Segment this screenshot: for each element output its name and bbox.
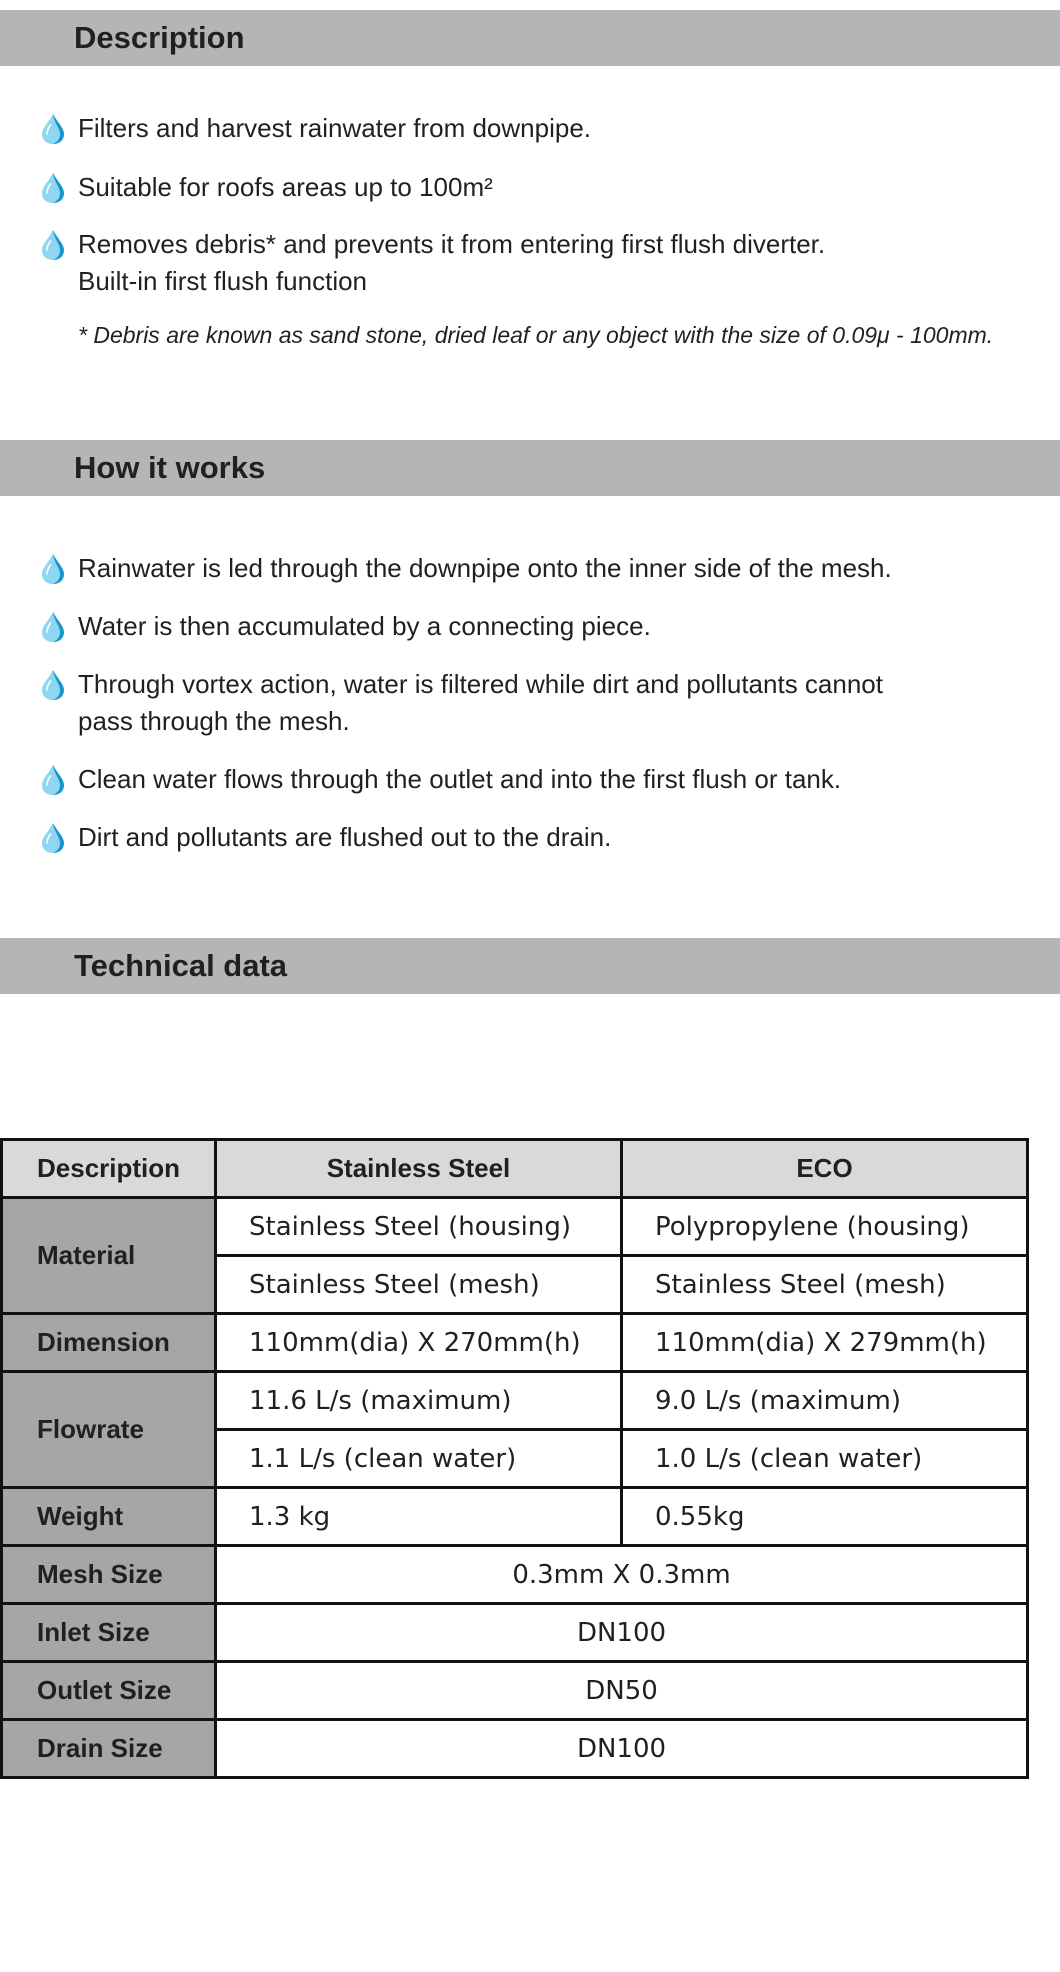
column-header-eco: ECO <box>622 1140 1028 1198</box>
table-row <box>2 1546 1028 1604</box>
list-item <box>40 226 1050 300</box>
list-item <box>40 110 1050 147</box>
table-cell: 11.6 L/s (maximum) <box>216 1372 622 1430</box>
list-item <box>40 608 1050 645</box>
table-cell: DN100 <box>216 1604 1028 1662</box>
technical-data-header <box>0 938 1060 994</box>
table-cell: Stainless Steel (housing) <box>216 1198 622 1256</box>
column-header-stainless-steel: Stainless Steel <box>216 1140 622 1198</box>
table-cell: DN100 <box>216 1720 1028 1778</box>
table-row <box>2 1720 1028 1778</box>
list-item-text: Clean water flows through the outlet and into the first flush or tank. <box>78 764 842 794</box>
table-cell: 1.1 L/s (clean water) <box>216 1430 622 1488</box>
table-row <box>2 1372 1028 1430</box>
water-drop-icon <box>40 553 66 585</box>
list-item-text: Filters and harvest rainwater from downpipe. <box>78 113 592 143</box>
row-label-drain-size: Drain Size <box>2 1720 216 1778</box>
table-cell: Polypropylene (housing) <box>622 1198 1028 1256</box>
water-drop-icon <box>40 764 66 796</box>
description-title: Description <box>74 20 245 55</box>
list-item-text: Rainwater is led through the downpipe onto the inner side of the mesh. <box>78 553 892 583</box>
table-cell: 110mm(dia) X 270mm(h) <box>216 1314 622 1372</box>
table-cell: Stainless Steel (mesh) <box>216 1256 622 1314</box>
table-cell: Stainless Steel (mesh) <box>622 1256 1028 1314</box>
water-drop-icon <box>40 172 66 204</box>
how-it-works-title: How it works <box>74 450 266 485</box>
table-cell: DN50 <box>216 1662 1028 1720</box>
list-item <box>40 550 1050 587</box>
list-item-text: Water is then accumulated by a connecting piece. <box>78 611 651 641</box>
list-item-text: Suitable for roofs areas up to 100m² <box>78 172 493 202</box>
list-item-text: Dirt and pollutants are flushed out to the drain. <box>78 822 612 852</box>
row-label-flowrate: Flowrate <box>2 1372 216 1488</box>
description-list <box>40 110 1050 300</box>
row-label-weight: Weight <box>2 1488 216 1546</box>
list-item <box>40 761 1050 798</box>
table-row <box>2 1314 1028 1372</box>
row-label-mesh-size: Mesh Size <box>2 1546 216 1604</box>
technical-data-table <box>0 1138 1029 1779</box>
table-row <box>2 1662 1028 1720</box>
water-drop-icon <box>40 669 66 701</box>
water-drop-icon <box>40 229 66 261</box>
row-label-dimension: Dimension <box>2 1314 216 1372</box>
table-cell: 0.55kg <box>622 1488 1028 1546</box>
table-header-row <box>2 1140 1028 1198</box>
table-row <box>2 1604 1028 1662</box>
table-row <box>2 1198 1028 1256</box>
list-item <box>40 169 1050 206</box>
how-it-works-header <box>0 440 1060 496</box>
list-item-text: Through vortex action, water is filtered while dirt and pollutants cannot pass through the mesh. <box>78 669 883 736</box>
water-drop-icon <box>40 611 66 643</box>
row-label-outlet-size: Outlet Size <box>2 1662 216 1720</box>
table-row <box>2 1488 1028 1546</box>
how-it-works-list <box>40 550 1050 856</box>
list-item-text: Removes debris* and prevents it from entering first flush diverter. Built-in first flush function <box>78 229 826 296</box>
row-label-inlet-size: Inlet Size <box>2 1604 216 1662</box>
table-cell: 1.3 kg <box>216 1488 622 1546</box>
water-drop-icon <box>40 822 66 854</box>
description-header <box>0 10 1060 66</box>
list-item <box>40 819 1050 856</box>
table-cell: 1.0 L/s (clean water) <box>622 1430 1028 1488</box>
table-cell: 9.0 L/s (maximum) <box>622 1372 1028 1430</box>
table-cell: 0.3mm X 0.3mm <box>216 1546 1028 1604</box>
column-header-description: Description <box>2 1140 216 1198</box>
list-item <box>40 666 1050 740</box>
technical-data-title: Technical data <box>74 948 288 983</box>
table-cell: 110mm(dia) X 279mm(h) <box>622 1314 1028 1372</box>
water-drop-icon <box>40 113 66 145</box>
row-label-material: Material <box>2 1198 216 1314</box>
debris-footnote: * Debris are known as sand stone, dried leaf or any object with the size of 0.09μ - 100mm. <box>78 322 994 348</box>
